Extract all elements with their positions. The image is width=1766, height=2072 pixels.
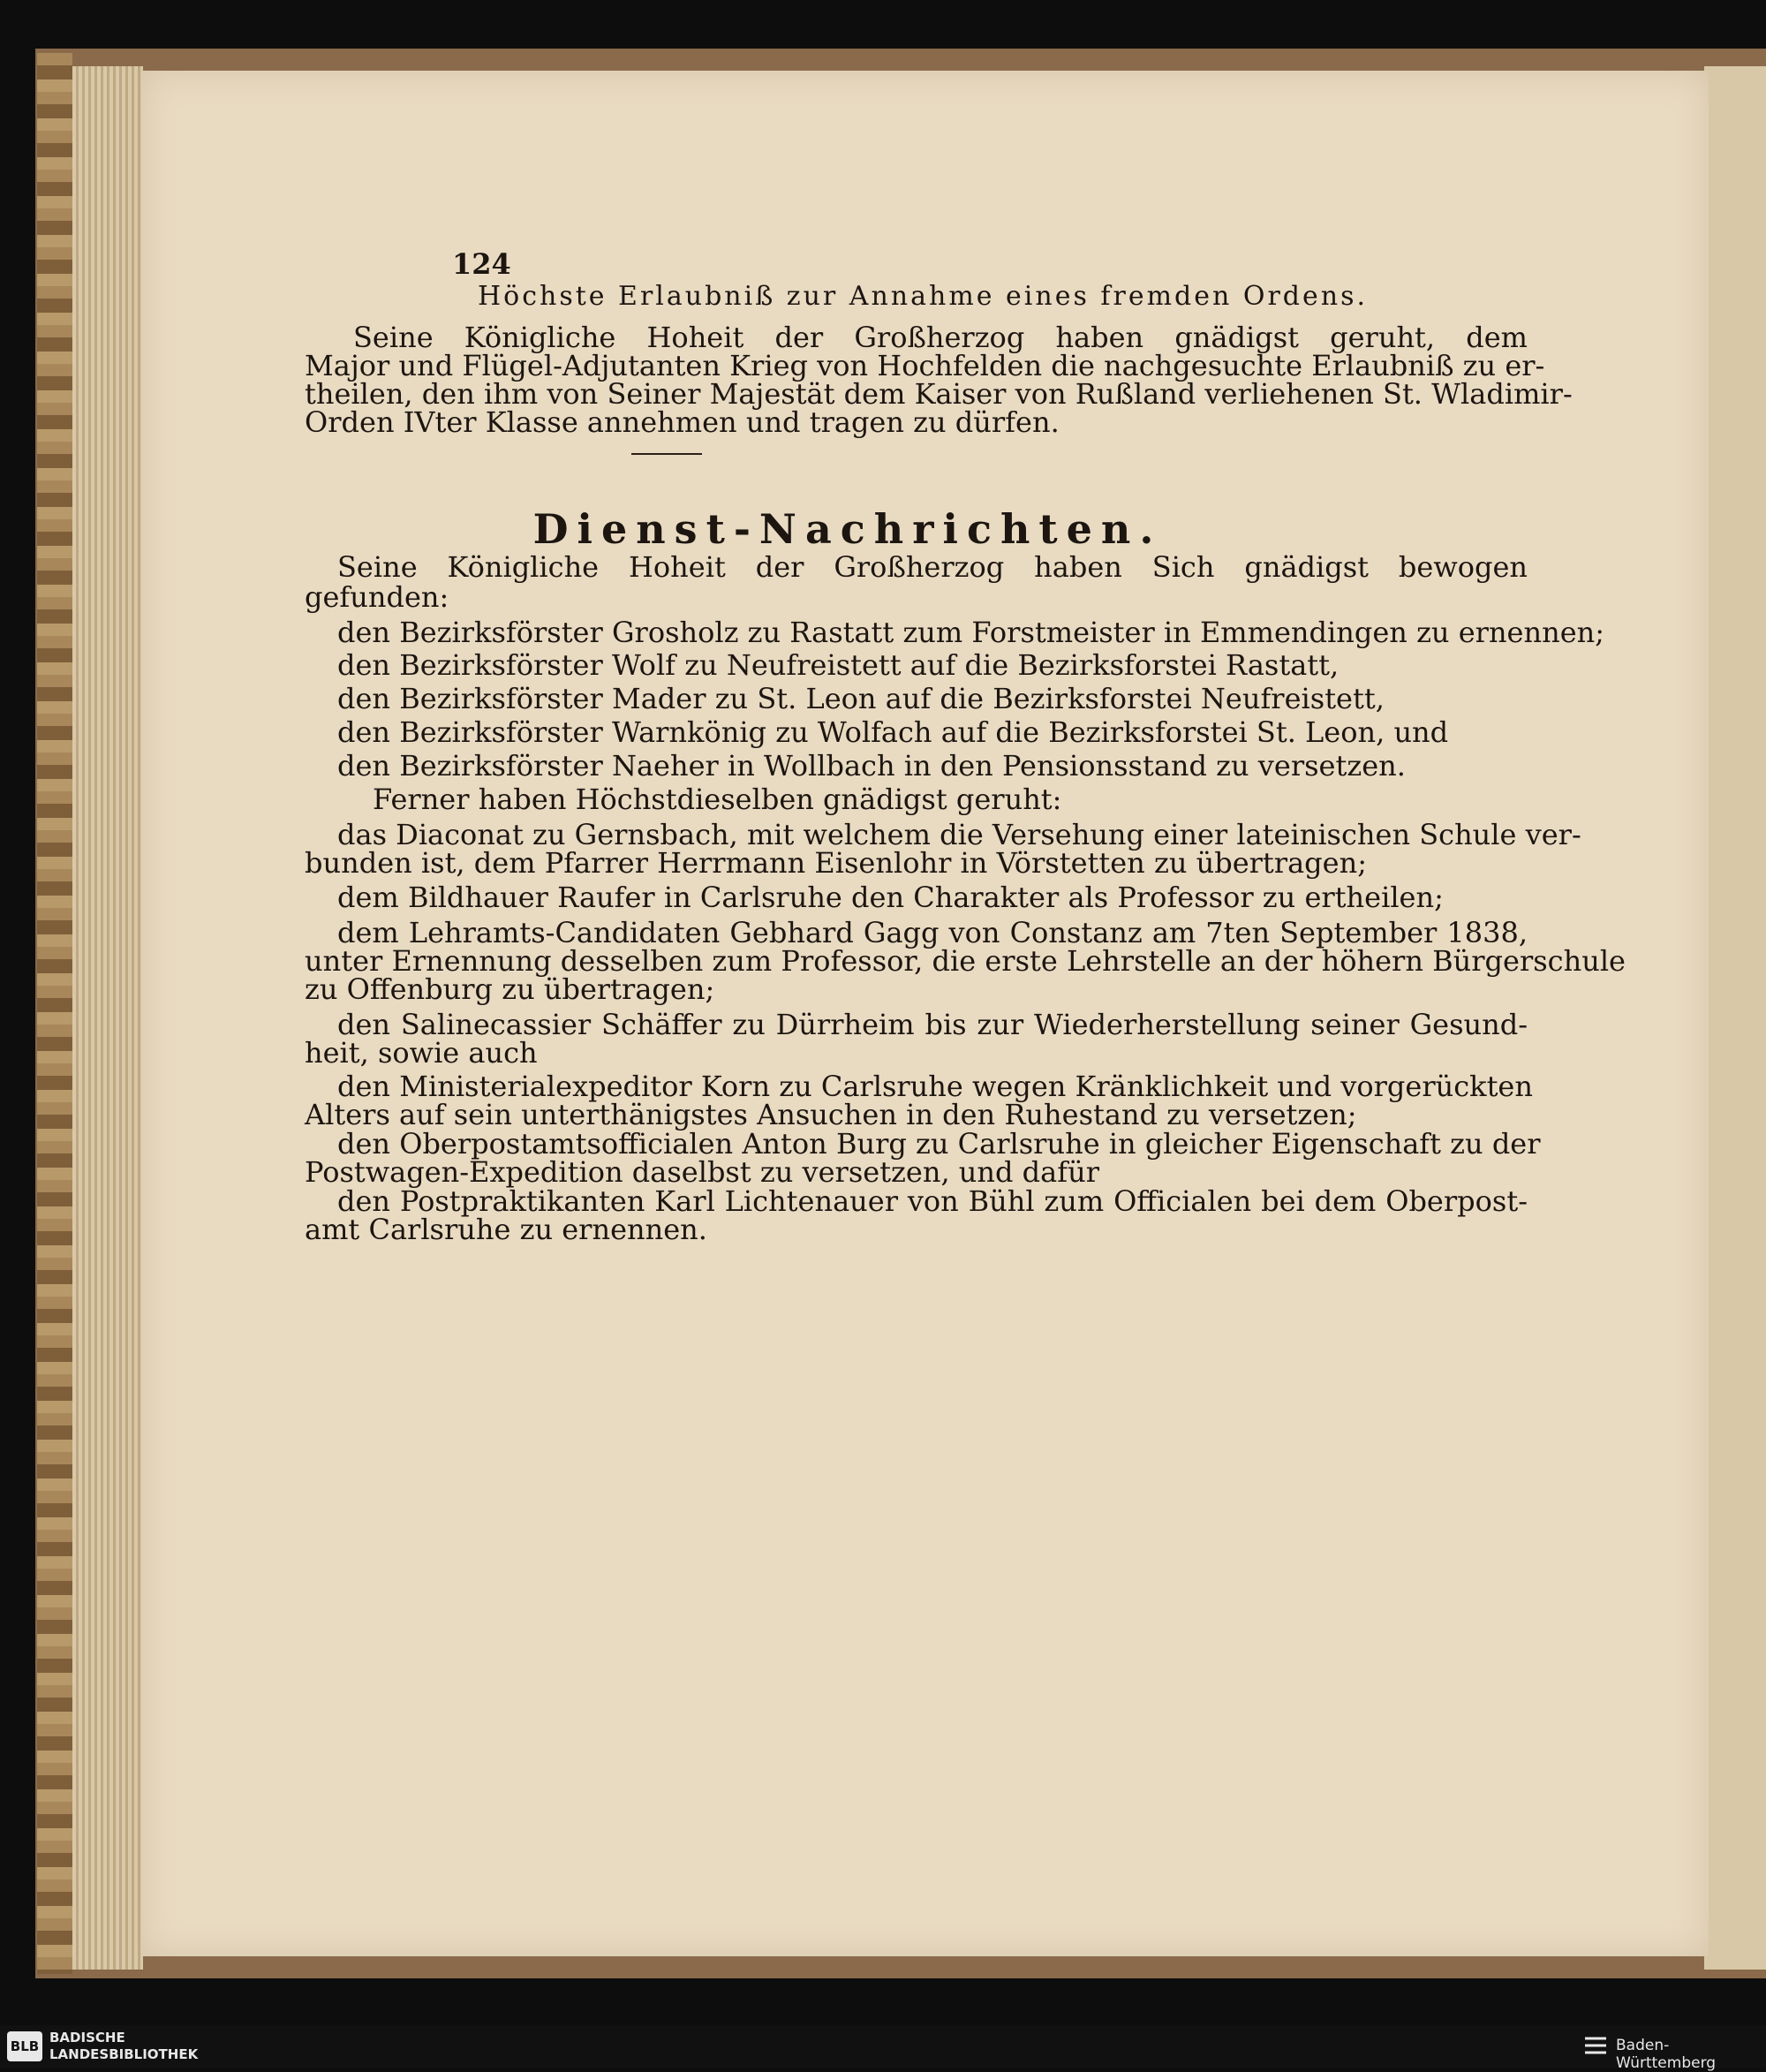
text-line: Major und Flügel-Adjutanten Krieg von Hochfelden die nachgesuchte Erlaubniß zu er- [305,349,1545,382]
text-line: Seine Königliche Hoheit der Großherzog haben Sich gnädigst bewogen [337,550,1528,584]
library-name-line1: BADISCHE [49,2030,125,2046]
text-line: heit, sowie auch [305,1036,538,1070]
footer-bar [0,2025,1766,2068]
state-name: Baden-Württemberg [1616,2037,1717,2072]
text-line: das Diaconat zu Gernsbach, mit welchem die Versehung einer lateinischen Schule ver- [337,818,1581,851]
text-line: dem Lehramts-Candidaten Gebhard Gagg von Constanz am 7ten September 1838, [337,916,1528,949]
book-spine [37,53,72,1974]
baden-wuerttemberg-lions-icon [1582,2033,1609,2060]
text-line: den Bezirksförster Warnkönig zu Wolfach auf die Bezirksforstei St. Leon, und [337,715,1449,749]
facing-page-edge [1704,66,1766,1970]
text-line: den Bezirksförster Mader zu St. Leon auf die Bezirksforstei Neufreistett, [337,682,1385,715]
text-line: bunden ist, dem Pfarrer Herrmann Eisenlohr in Vörstetten zu übertragen; [305,846,1367,880]
section-divider [631,453,702,455]
library-name-line2: LANDESBIBLIOTHEK [49,2046,199,2062]
library-name [49,2030,198,2063]
text-line: dem Bildhauer Raufer in Carlsruhe den Charakter als Professor zu ertheilen; [337,881,1444,914]
text-line: den Bezirksförster Naeher in Wollbach in den Pensionsstand zu versetzen. [337,749,1406,783]
text-line: Ferner haben Höchstdieselben gnädigst geruht: [373,783,1062,816]
text-line: den Ministerialexpeditor Korn zu Carlsruhe wegen Kränklichkeit und vorgerückten [337,1070,1533,1103]
section-heading-order: Höchste Erlaubniß zur Annahme eines fremden Ordens. [477,281,1369,312]
text-line: zu Offenburg zu übertragen; [305,972,715,1006]
page-number: 124 [452,247,511,281]
text-line: den Bezirksförster Grosholz zu Rastatt zum Forstmeister in Emmendingen zu ernennen; [337,616,1605,649]
text-line: den Postpraktikanten Karl Lichtenauer von Bühl zum Officialen bei dem Oberpost- [337,1184,1528,1218]
text-line: Alters auf sein unterthänigstes Ansuchen in den Ruhestand zu versetzen; [305,1098,1357,1131]
text-line: den Oberpostamtsofficialen Anton Burg zu Carlsruhe in gleicher Eigenschaft zu der [337,1127,1541,1161]
page-stack [72,66,143,1970]
text-line: Seine Königliche Hoheit der Großherzog haben gnädigst geruht, dem [353,321,1528,354]
text-line: amt Carlsruhe zu ernennen. [305,1213,707,1246]
text-line: gefunden: [305,580,449,614]
blb-logo: BLB [7,2031,42,2061]
text-line: Postwagen-Expedition daselbst zu versetzen, und dafür [305,1155,1099,1189]
text-line: theilen, den ihm von Seiner Majestät dem Kaiser von Rußland verliehenen St. Wladimir- [305,377,1573,411]
text-line: den Bezirksförster Wolf zu Neufreistett auf die Bezirksforstei Rastatt, [337,648,1340,682]
book-page [141,71,1709,1956]
text-line: den Salinecassier Schäffer zu Dürrheim bis zur Wiederherstellung seiner Gesund- [337,1008,1528,1041]
text-line: Orden IVter Klasse annehmen und tragen zu dürfen. [305,405,1060,439]
section-heading-service-news: Dienst-Nachrichten. [532,505,1163,553]
text-line: unter Ernennung desselben zum Professor, die erste Lehrstelle an der höhern Bürgerschule [305,944,1626,978]
